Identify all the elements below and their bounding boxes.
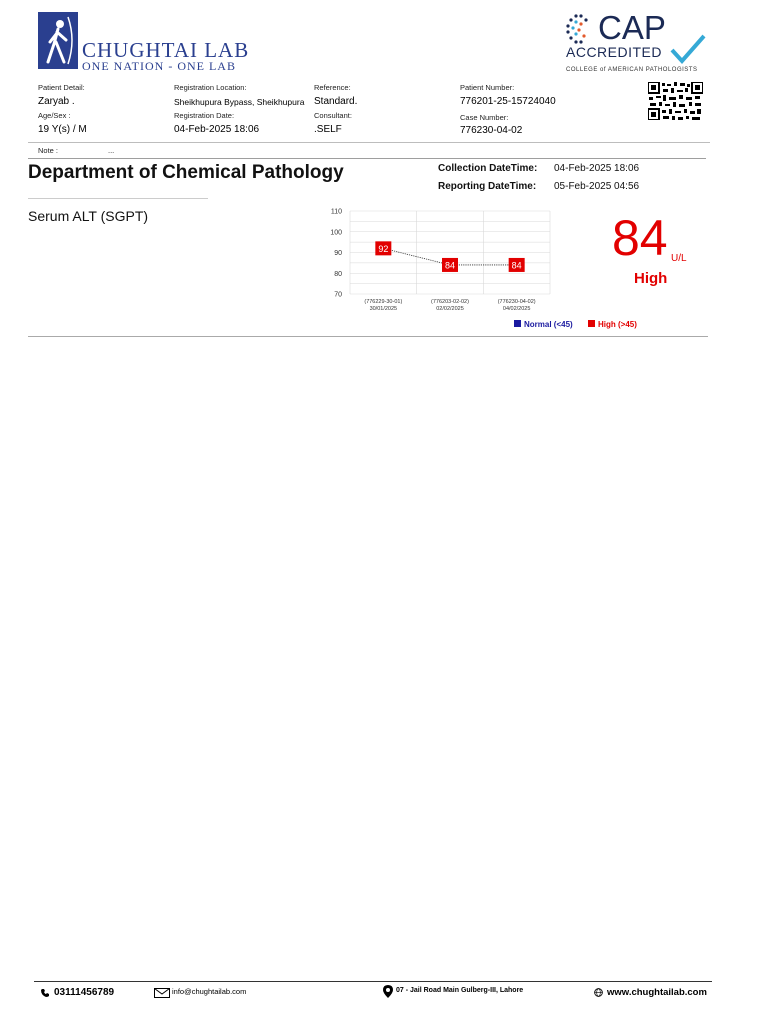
footer-email[interactable]: info@chughtailab.com [172, 987, 247, 996]
data-label: 92 [378, 243, 389, 254]
location-pin-icon [383, 985, 393, 998]
y-tick-label: 100 [330, 229, 342, 237]
reg-date-value: 04-Feb-2025 18:06 [174, 124, 260, 135]
patient-number-label: Patient Number: [460, 83, 515, 92]
collection-datetime-value: 04-Feb-2025 18:06 [554, 163, 640, 174]
divider [28, 336, 708, 337]
email-icon [154, 988, 170, 998]
reg-location-value: Sheikhupura Bypass, Sheikhupura [174, 97, 305, 107]
lab-name: CHUGHTAI LAB [82, 38, 250, 62]
x-axis-ticks [364, 299, 535, 312]
cap-word: CAP [598, 9, 666, 46]
note-label: Note : [38, 146, 59, 155]
footer-phone[interactable]: 03111456789 [54, 987, 115, 998]
result-unit: U/L [671, 253, 687, 264]
legend-swatch [588, 320, 595, 327]
age-sex-label: Age/Sex : [38, 111, 71, 120]
case-number-label: Case Number: [460, 113, 509, 122]
reference-label: Reference: [314, 83, 351, 92]
qr-code-icon [648, 82, 703, 120]
divider [28, 198, 208, 199]
lab-tagline: ONE NATION - ONE LAB [82, 59, 236, 73]
cap-dots-icon [564, 12, 594, 46]
patient-number-value: 776201-25-15724040 [460, 96, 556, 107]
reporting-datetime-label: Reporting DateTime: [438, 181, 537, 192]
reg-location-label: Registration Location: [174, 83, 247, 92]
patient-name: Zaryab . [38, 96, 75, 107]
legend-label: Normal (<45) [524, 320, 573, 329]
divider [28, 158, 706, 159]
phone-icon [40, 988, 50, 998]
x-tick-label: (776203-02-02) [431, 299, 469, 305]
globe-icon [594, 988, 603, 997]
test-name: Serum ALT (SGPT) [28, 208, 149, 224]
collection-datetime-label: Collection DateTime: [438, 163, 538, 174]
case-number-value: 776230-04-02 [460, 125, 523, 136]
footer-address: 07 - Jail Road Main Gulberg-III, Lahore [396, 987, 524, 994]
y-tick-label: 90 [334, 250, 342, 257]
trend-chart [320, 200, 650, 336]
note-value: ... [108, 146, 115, 155]
y-axis-ticks [330, 209, 342, 299]
reg-date-label: Registration Date: [174, 111, 235, 120]
checkmark-icon [670, 34, 706, 64]
footer-divider [34, 981, 712, 982]
legend-label: High (>45) [598, 320, 637, 329]
x-tick-label: (776229-30-01) [364, 299, 403, 305]
footer-website[interactable]: www.chughtailab.com [607, 987, 707, 998]
data-label: 84 [444, 260, 456, 271]
x-tick-label: 04/02/2025 [502, 306, 531, 312]
result-flag: High [634, 270, 668, 287]
divider [28, 142, 710, 143]
y-tick-label: 110 [330, 208, 342, 216]
consultant-value: .SELF [314, 124, 342, 135]
x-tick-label: (776230-04-02) [497, 299, 536, 305]
y-tick-label: 80 [334, 270, 342, 278]
chart-legend [514, 320, 637, 329]
walking-man-icon [38, 12, 78, 69]
cap-subtitle: COLLEGE of AMERICAN PATHOLOGISTS [566, 67, 698, 73]
legend-swatch [514, 320, 521, 327]
age-sex-value: 19 Y(s) / M [38, 124, 87, 135]
department-title: Department of Chemical Pathology [28, 162, 344, 183]
x-tick-label: 30/01/2025 [369, 306, 398, 312]
consultant-label: Consultant: [314, 111, 352, 120]
cap-accreditation-logo [560, 10, 710, 76]
chart-series [375, 241, 524, 272]
y-tick-label: 70 [334, 291, 342, 299]
data-label: 84 [511, 260, 522, 271]
x-tick-label: 02/02/2025 [436, 306, 464, 312]
reference-value: Standard. [314, 96, 358, 107]
result-value: 84 [612, 210, 668, 266]
cap-accredited-text: ACCREDITED [566, 44, 663, 60]
reporting-datetime-value: 05-Feb-2025 04:56 [554, 181, 640, 192]
patient-detail-label: Patient Detail: [38, 83, 85, 92]
lab-logo [38, 12, 268, 72]
